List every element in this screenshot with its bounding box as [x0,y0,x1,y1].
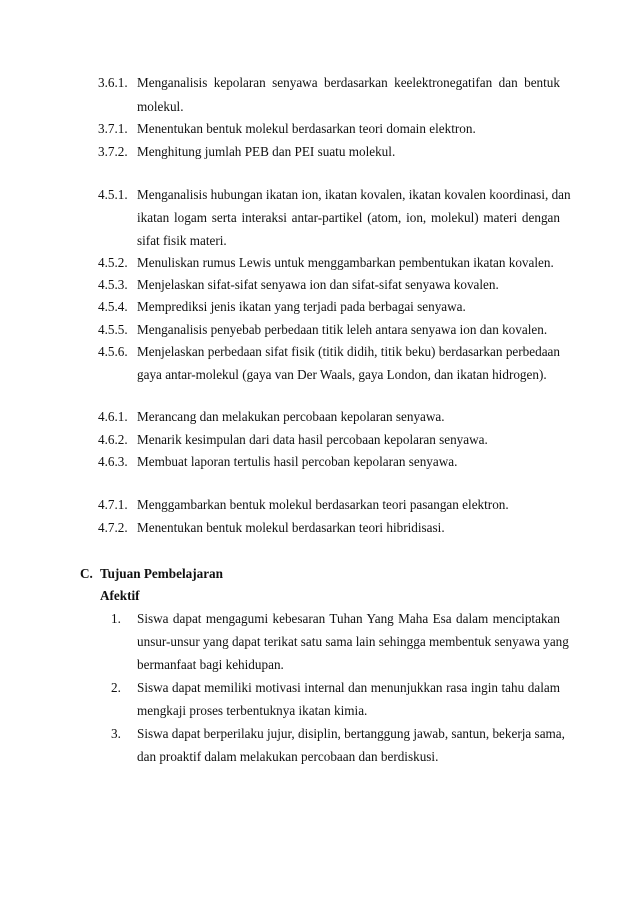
indicator-text: Menentukan bentuk molekul berdasarkan teori domain elektron. [137,121,476,136]
goal-item-2 [0,677,638,699]
goal-item-2-cont [0,700,638,722]
indicator-text: ikatan logam serta interaksi antar-partikel (atom, ion, molekul) materi dengan [137,210,560,225]
indicator-4-5-1-cont2 [0,230,638,252]
indicator-4-5-5 [0,319,638,341]
indicator-number: 4.5.1. [98,187,128,202]
indicator-number: 4.7.1. [98,497,128,512]
indicator-4-7-1 [0,494,638,516]
indicator-4-5-1-cont [0,207,638,229]
indicator-4-6-3 [0,451,638,473]
indicator-4-7-2 [0,517,638,539]
indicator-3-7-1 [0,118,638,140]
indicator-text: molekul. [137,99,184,114]
indicator-number: 3.7.1. [98,121,128,136]
indicator-text: Memprediksi jenis ikatan yang terjadi pada berbagai senyawa. [137,299,466,314]
indicator-text: Menarik kesimpulan dari data hasil percobaan kepolaran senyawa. [137,432,488,447]
indicator-text: Membuat laporan tertulis hasil percoban kepolaran senyawa. [137,454,458,469]
indicator-number: 4.6.2. [98,432,128,447]
indicator-3-7-2 [0,141,638,163]
indicator-text: Menganalisis penyebab perbedaan titik leleh antara senyawa ion dan kovalen. [137,322,548,337]
goal-text: Siswa dapat memiliki motivasi internal dan menunjukkan rasa ingin tahu dalam [137,680,560,695]
indicator-text: Menganalisis kepolaran senyawa berdasarkan keelektronegatifan dan bentuk [137,75,560,90]
indicator-text: Menentukan bentuk molekul berdasarkan teori hibridisasi. [137,520,445,535]
goal-text: bermanfaat bagi kehidupan. [137,657,284,672]
goal-item-1-cont2 [0,654,638,676]
goal-number: 3. [111,726,121,741]
indicator-number: 4.6.1. [98,409,128,424]
goal-number: 1. [111,611,121,626]
goal-number: 2. [111,680,121,695]
indicator-number: 4.5.2. [98,255,128,270]
indicator-3-6-1 [0,72,638,94]
goal-text: Siswa dapat berperilaku jujur, disiplin, bertanggung jawab, santun, bekerja sama, [137,726,565,741]
goal-text: unsur-unsur yang dapat terikat satu sama lain sehingga membentuk senyawa yang [137,634,569,649]
indicator-4-5-6 [0,341,638,363]
indicator-4-6-1 [0,406,638,428]
indicator-4-5-1 [0,184,638,206]
indicator-4-5-2 [0,252,638,274]
indicator-text: Menggambarkan bentuk molekul berdasarkan teori pasangan elektron. [137,497,509,512]
section-heading [0,563,638,585]
indicator-number: 4.5.3. [98,277,128,292]
goal-item-1-cont [0,631,638,653]
indicator-text: Merancang dan melakukan percobaan kepolaran senyawa. [137,409,445,424]
section-title: Tujuan Pembelajaran [100,566,223,581]
indicator-text: Menjelaskan perbedaan sifat fisik (titik didih, titik beku) berdasarkan perbedaan [137,344,560,359]
indicator-number: 4.5.4. [98,299,128,314]
indicator-text: Menganalisis hubungan ikatan ion, ikatan kovalen, ikatan kovalen koordinasi, dan [137,187,571,202]
indicator-text: Menghitung jumlah PEB dan PEI suatu molekul. [137,144,396,159]
indicator-4-5-4 [0,296,638,318]
goal-item-3 [0,723,638,745]
goal-text: dan proaktif dalam melakukan percobaan dan berdiskusi. [137,749,439,764]
indicator-number: 4.5.5. [98,322,128,337]
indicator-4-5-3 [0,274,638,296]
goal-text: mengkaji proses terbentuknya ikatan kimia. [137,703,368,718]
subheading-afektif: Afektif [100,588,140,603]
indicator-text: sifat fisik materi. [137,233,227,248]
indicator-number: 4.6.3. [98,454,128,469]
goal-text: Siswa dapat mengagumi kebesaran Tuhan Yang Maha Esa dalam menciptakan [137,611,560,626]
indicator-number: 4.5.6. [98,344,128,359]
indicator-number: 3.7.2. [98,144,128,159]
section-letter: C. [80,566,93,581]
indicator-number: 4.7.2. [98,520,128,535]
indicator-text: Menjelaskan sifat-sifat senyawa ion dan sifat-sifat senyawa kovalen. [137,277,499,292]
indicator-text: Menuliskan rumus Lewis untuk menggambarkan pembentukan ikatan kovalen. [137,255,554,270]
goal-item-3-cont [0,746,638,768]
indicator-4-5-6-cont [0,364,638,386]
indicator-4-6-2 [0,429,638,451]
subheading-row [0,585,638,607]
indicator-text: gaya antar-molekul (gaya van Der Waals, gaya London, dan ikatan hidrogen). [137,367,547,382]
indicator-number: 3.6.1. [98,75,128,90]
indicator-3-6-1-cont [0,96,638,118]
goal-item-1 [0,608,638,630]
